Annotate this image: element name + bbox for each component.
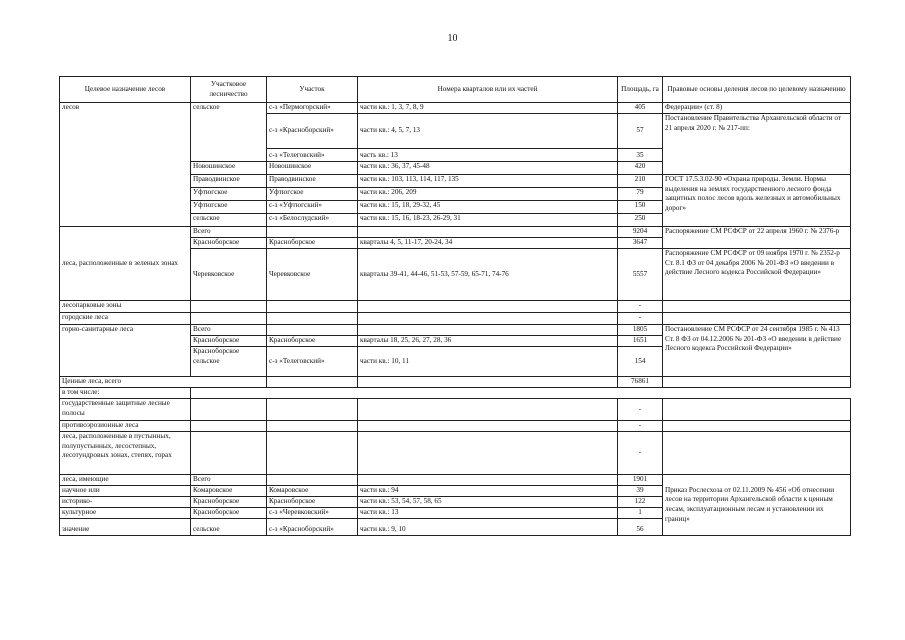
area-cell: - [618,313,663,325]
table-row [60,301,851,313]
plot-cell: с-з «Телеговский» [267,347,358,377]
plot-cell [267,227,358,238]
area-cell: 154 [618,347,663,377]
district-cell: Красноборское сельское [191,347,267,377]
purpose-cell: Ценные леса, всего [60,377,267,388]
quarters-cell: части кв.: 1, 3, 7, 8, 9 [358,103,618,114]
quarters-cell: части кв.: 10, 11 [358,347,618,377]
quarters-cell: части кв.: 206, 209 [358,188,618,201]
area-cell: 56 [618,519,663,536]
area-cell: 5557 [618,249,663,301]
table-row [60,399,851,421]
quarters-cell: части кв.: 94 [358,486,618,497]
table-header [60,77,851,103]
area-cell: 1651 [618,336,663,347]
purpose-cell-line: научное или [60,486,191,497]
quarters-cell: части кв.: 15, 16, 18-23, 26-29, 31 [358,214,618,227]
plot-cell: с-з «Красноборский» [267,114,358,149]
purpose-cell: городские леса [60,313,191,325]
header-quarters: Номера кварталов или их частей [358,77,618,103]
area-cell: 9204 [618,227,663,238]
purpose-cell-line: культурное [60,508,191,519]
legal-cell: Постановление СМ РСФСР от 24 сентября 1985 г. № 413 Ст. 8 ФЗ от 04.12.2006 № 201-ФЗ «О введении в действие Лесного кодекса Российской Федерации» [663,325,851,377]
plot-cell: Черевковское [267,249,358,301]
total-label-cell: Всего [191,227,267,238]
table-row [60,421,851,432]
quarters-cell: кварталы 18, 25, 26, 27, 28, 36 [358,336,618,347]
header-legal-basis: Правовые основы деления лесов по целевому назначению [663,77,851,103]
area-cell: 210 [618,175,663,188]
area-cell: 1805 [618,325,663,336]
quarters-cell: часть кв.: 13 [358,149,618,162]
quarters-cell [358,227,618,238]
area-cell: 3647 [618,238,663,249]
area-cell: 35 [618,149,663,162]
district-cell: Красноборское [191,238,267,249]
plot-cell: Красноборское [267,238,358,249]
legal-cell: Распоряжение СМ РСФСР от 09 ноября 1970 г. № 2352-р Ст. 8.1 ФЗ от 04 декабря 2006 № 201-ФЗ «О введении в действие Лесного кодекса Российской Федерации» [663,249,851,301]
quarters-cell: кварталы 39-41, 44-46, 51-53, 57-59, 65-71, 74-76 [358,249,618,301]
plot-cell: Уфтюгское [267,188,358,201]
page-number: 10 [447,33,458,44]
plot-cell: Праводвинское [267,175,358,188]
area-cell: 405 [618,103,663,114]
purpose-cell: лесопарковые зоны [60,301,191,313]
district-cell: Красноборское [191,497,267,508]
area-cell: - [618,399,663,421]
district-cell: сельское [191,214,267,227]
quarters-cell: части кв.: 36, 37, 45-48 [358,162,618,175]
plot-cell: Красноборское [267,336,358,347]
plot-cell: с-з «Пермогорский» [267,103,358,114]
district-cell: сельское [191,103,267,162]
quarters-cell: части кв.: 53, 54, 57, 58, 65 [358,497,618,508]
plot-cell: Новошинское [267,162,358,175]
purpose-cell: лесов [60,103,191,227]
district-cell: сельское [191,519,267,536]
legal-cell: Приказ Рослесхоза от 02.11.2009 № 456 «Об отнесении лесов на территории Архангельской области к ценным лесам, эксплуатационным лесам и установлении их границ» [663,475,851,536]
area-cell: 57 [618,114,663,149]
plot-cell: с-з «Черевковский» [267,508,358,519]
table-row [60,325,851,336]
area-cell: 150 [618,201,663,214]
plot-cell: Комаровское [267,486,358,497]
plot-cell: с-з «Уфтюгский» [267,201,358,214]
legal-cell: ГОСТ 17.5.3.02-90 «Охрана природы. Земли. Нормы выделения на землях государственного лесного фонда защитных полос лесов вдоль железных и автомобильных дорог» [663,175,851,227]
table-row [60,313,851,325]
purpose-cell: леса, расположенные в зеленых зонах [60,227,191,301]
plot-cell: с-з «Белослудский» [267,214,358,227]
forest-purpose-table [59,76,851,536]
legal-cell: Постановление Правительства Архангельской области от 21 апреля 2020 г. № 217-пп: [663,114,851,175]
area-cell: 1 [618,508,663,519]
area-cell: 79 [618,188,663,201]
plot-cell: с-з «Телеговский» [267,149,358,162]
quarters-cell: части кв.: 9, 10 [358,519,618,536]
purpose-cell-line: историко- [60,497,191,508]
quarters-cell: части кв.: 103, 113, 114, 117, 135 [358,175,618,188]
table-row [60,377,851,388]
purpose-cell: противоэрозионные леса [60,421,191,432]
quarters-cell: части кв.: 15, 18, 29-32, 45 [358,201,618,214]
quarters-cell: части кв.: 13 [358,508,618,519]
district-cell: Красноборское [191,508,267,519]
area-cell: - [618,301,663,313]
purpose-cell: леса, расположенные в пустынных, полупустынных, лесостепных, лесотундровых зонах, степях, горах [60,432,191,475]
purpose-cell: в том числе: [60,388,191,399]
plot-cell: с-з «Красноборский» [267,519,358,536]
header-purpose: Целевое назначение лесов [60,77,191,103]
total-label-cell: Всего [191,475,267,486]
district-cell: Уфтюгское [191,201,267,214]
district-cell: Красноборское [191,336,267,347]
area-cell: - [618,432,663,475]
quarters-cell: части кв.: 4, 5, 7, 13 [358,114,618,149]
table-row [60,103,851,114]
quarters-cell: кварталы 4, 5, 11-17, 20-24, 34 [358,238,618,249]
plot-cell: Красноборское [267,497,358,508]
table-row [60,432,851,475]
purpose-cell: горно-санитарные леса [60,325,191,377]
legal-cell: Распоряжение СМ РСФСР от 22 апреля 1960 г. № 2376-р [663,227,851,249]
header-plot: Участок [267,77,358,103]
purpose-cell-line: леса, имеющие [60,475,191,486]
area-cell: 250 [618,214,663,227]
total-label-cell: Всего [191,325,267,336]
district-cell: Комаровское [191,486,267,497]
district-cell: Праводвинское [191,175,267,188]
purpose-cell-line: значение [60,519,191,536]
header-area: Площадь, га [618,77,663,103]
area-cell: 39 [618,486,663,497]
area-cell: 1901 [618,475,663,486]
area-cell: 122 [618,497,663,508]
purpose-cell: государственные защитные лесные полосы [60,399,191,421]
district-cell: Уфтюгское [191,188,267,201]
area-cell: 420 [618,162,663,175]
table-row [60,388,851,399]
legal-cell: Федерации» (ст. 8) [663,103,851,114]
area-cell: - [618,421,663,432]
area-cell: 76861 [618,377,663,388]
table-row [60,227,851,238]
district-cell: Черевковское [191,249,267,301]
district-cell: Новошинское [191,162,267,175]
table-row [60,475,851,486]
header-district-forestry: Участковое лесничество [191,77,267,103]
